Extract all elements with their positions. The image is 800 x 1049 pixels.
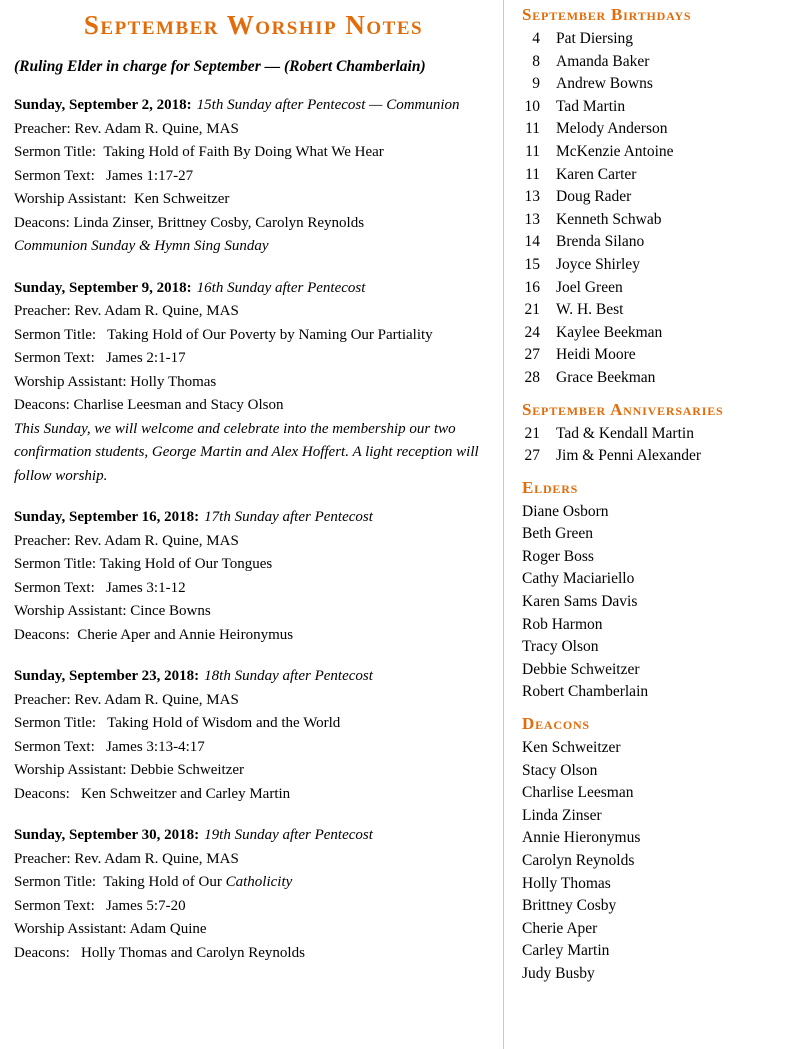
birthday-item <box>522 254 796 277</box>
service-occasion: 19th Sunday after Pentecost <box>204 827 373 843</box>
anniversary-names: Tad & Kendall Martin <box>556 424 694 442</box>
birthday-name: Andrew Bowns <box>556 75 653 93</box>
deacon-name: Linda Zinser <box>522 806 602 824</box>
elder-name: Beth Green <box>522 525 594 543</box>
service-details <box>14 848 493 966</box>
service-line <box>14 577 493 601</box>
ruling-elder-note: (Ruling Elder in charge for September — (Robert Chamberlain) <box>14 58 426 75</box>
deacon-name: Cherie Aper <box>522 919 598 937</box>
anniversary-item <box>522 423 796 446</box>
birthday-day: 10 <box>524 97 540 115</box>
birthday-name: Heidi Moore <box>556 346 636 364</box>
birthday-name: W. H. Best <box>556 301 624 319</box>
service-line <box>14 624 493 648</box>
birthday-day: 13 <box>524 210 540 228</box>
birthday-item <box>522 28 796 51</box>
birthday-name: Karen Carter <box>556 165 637 183</box>
anniversary-item <box>522 445 796 468</box>
service-line <box>14 759 493 783</box>
service-line <box>14 371 493 395</box>
service-line <box>14 347 493 371</box>
service-note: Communion Sunday & Hymn Sing Sunday <box>14 238 269 254</box>
service-line-text: Sermon Text: James 3:13-4:17 <box>14 738 205 755</box>
service-details <box>14 118 493 236</box>
birthday-day: 21 <box>524 301 540 319</box>
service-line <box>14 942 493 966</box>
service-line <box>14 871 493 895</box>
birthday-day: 27 <box>524 346 540 364</box>
deacon-name: Charlise Leesman <box>522 784 634 802</box>
elder-name: Cathy Maciariello <box>522 570 635 588</box>
service-entry <box>14 94 493 259</box>
service-line <box>14 553 493 577</box>
service-header <box>14 277 493 301</box>
elders-heading: Elders <box>522 477 579 497</box>
service-line-italic: Catholicity <box>225 874 293 890</box>
service-line-text: Deacons: Linda Zinser, Brittney Cosby, Carolyn Reynolds <box>14 214 365 231</box>
birthday-name: Brenda Silano <box>556 233 645 251</box>
birthday-item <box>522 164 796 187</box>
birthdays-list <box>522 28 796 390</box>
service-occasion: 17th Sunday after Pentecost <box>204 509 373 525</box>
birthday-name: Pat Diersing <box>556 30 634 47</box>
birthday-day: 4 <box>532 30 540 47</box>
elder-name: Robert Chamberlain <box>522 683 649 701</box>
service-entry <box>14 506 493 647</box>
birthday-day: 11 <box>525 142 540 160</box>
birthday-day: 14 <box>524 233 540 251</box>
anniversary-names: Jim & Penni Alexander <box>556 447 702 465</box>
service-date: Sunday, September 30, 2018: <box>14 827 200 843</box>
sidebar-column <box>503 0 800 1049</box>
elder-name: Roger Boss <box>522 547 594 565</box>
birthday-name: Kenneth Schwab <box>556 210 662 228</box>
anniversary-day: 21 <box>524 424 540 442</box>
birthday-name: Grace Beekman <box>556 368 656 386</box>
service-line-text: Worship Assistant: Adam Quine <box>14 921 207 937</box>
service-date: Sunday, September 23, 2018: <box>14 668 200 684</box>
page-title: September Worship Notes <box>83 10 424 40</box>
birthday-item <box>522 186 796 209</box>
service-date: Sunday, September 9, 2018: <box>14 279 192 296</box>
service-line <box>14 918 493 942</box>
service-header <box>14 824 493 848</box>
deacon-name: Brittney Cosby <box>522 897 617 915</box>
service-line-text: Sermon Text: James 1:17-27 <box>14 167 194 184</box>
birthday-item <box>522 322 796 345</box>
deacon-name: Judy Busby <box>522 964 595 982</box>
birthday-name: Tad Martin <box>556 97 626 115</box>
birthday-item <box>522 367 796 390</box>
service-occasion: 18th Sunday after Pentecost <box>204 668 373 684</box>
birthday-item <box>522 118 796 141</box>
service-line-text: Preacher: Rev. Adam R. Quine, MAS <box>14 691 239 708</box>
elder-name: Tracy Olson <box>522 638 599 656</box>
deacons-heading: Deacons <box>522 714 590 734</box>
service-line-text: Sermon Title: Taking Hold of Our Tongues <box>14 556 273 572</box>
service-details <box>14 300 493 418</box>
birthday-day: 28 <box>524 368 540 386</box>
service-line-text: Preacher: Rev. Adam R. Quine, MAS <box>14 120 239 137</box>
service-details <box>14 689 493 807</box>
birthday-name: Doug Rader <box>556 188 632 206</box>
birthday-item <box>522 299 796 322</box>
service-header <box>14 665 493 689</box>
service-line-text: Preacher: Rev. Adam R. Quine, MAS <box>14 303 239 319</box>
elder-name: Diane Osborn <box>522 502 609 520</box>
deacon-name: Annie Hieronymus <box>522 829 641 847</box>
service-line-text: Worship Assistant: Ken Schweitzer <box>14 191 230 207</box>
birthday-name: Melody Anderson <box>556 120 668 138</box>
birthday-item <box>522 277 796 300</box>
service-entry <box>14 277 493 489</box>
service-line-text: Deacons: Cherie Aper and Annie Heironymus <box>14 626 294 643</box>
service-header <box>14 506 493 530</box>
service-line <box>14 118 493 142</box>
service-line <box>14 530 493 554</box>
service-line-text: Sermon Title: Taking Hold of Wisdom and the World <box>14 715 341 731</box>
birthday-day: 11 <box>525 165 540 183</box>
service-line-text: Sermon Text: James 5:7-20 <box>14 897 186 914</box>
anniversaries-list <box>522 423 796 468</box>
service-line-text: Deacons: Charlise Leesman and Stacy Olson <box>14 397 284 413</box>
deacon-name: Carley Martin <box>522 942 610 960</box>
service-line-text: Worship Assistant: Holly Thomas <box>14 373 217 390</box>
service-entry <box>14 665 493 806</box>
service-occasion: 15th Sunday after Pentecost — Communion <box>196 97 460 113</box>
service-line-text: Sermon Title: Taking Hold of Our Poverty by Naming Our Partiality <box>14 326 433 343</box>
birthday-name: Kaylee Beekman <box>556 323 663 341</box>
service-line <box>14 848 493 872</box>
service-line <box>14 212 493 236</box>
service-occasion: 16th Sunday after Pentecost <box>196 279 366 296</box>
service-line <box>14 895 493 919</box>
service-line-text: Sermon Text: James 2:1-17 <box>14 350 186 366</box>
birthday-day: 24 <box>524 323 540 341</box>
anniversaries-heading: September Anniversaries <box>522 399 724 419</box>
birthday-day: 16 <box>524 278 540 296</box>
service-line-text: Sermon Title: Taking Hold of Our <box>14 874 226 890</box>
birthday-name: McKenzie Antoine <box>556 142 674 160</box>
deacons-list <box>522 737 796 986</box>
service-line <box>14 394 493 418</box>
birthday-day: 15 <box>524 255 540 273</box>
birthday-item <box>522 231 796 254</box>
service-line-text: Deacons: Holly Thomas and Carolyn Reynolds <box>14 944 305 961</box>
deacon-name: Stacy Olson <box>522 761 598 779</box>
service-line-text: Sermon Text: James 3:1-12 <box>14 579 186 596</box>
service-line <box>14 712 493 736</box>
birthday-day: 8 <box>532 52 540 70</box>
birthday-name: Amanda Baker <box>556 52 650 70</box>
service-line <box>14 324 493 348</box>
service-line-text: Preacher: Rev. Adam R. Quine, MAS <box>14 850 239 867</box>
service-line <box>14 141 493 165</box>
service-line-text: Deacons: Ken Schweitzer and Carley Martin <box>14 785 291 802</box>
service-line <box>14 188 493 212</box>
birthdays-heading: September Birthdays <box>522 5 692 24</box>
elder-name: Rob Harmon <box>522 615 603 633</box>
service-note: This Sunday, we will welcome and celebrate into the membership our two confirmation students, George Martin and Alex Hoffert. A light reception will follow worship. <box>14 420 483 484</box>
service-line-text: Preacher: Rev. Adam R. Quine, MAS <box>14 532 239 549</box>
service-line <box>14 783 493 807</box>
birthday-name: Joyce Shirley <box>556 255 640 273</box>
service-line <box>14 165 493 189</box>
service-line <box>14 600 493 624</box>
service-line-text: Sermon Title: Taking Hold of Faith By Doing What We Hear <box>14 144 384 160</box>
birthday-item <box>522 51 796 74</box>
service-line <box>14 300 493 324</box>
birthday-day: 9 <box>532 75 540 93</box>
birthday-item <box>522 73 796 96</box>
birthday-day: 13 <box>524 188 540 206</box>
service-date: Sunday, September 2, 2018: <box>14 97 192 113</box>
deacon-name: Ken Schweitzer <box>522 739 621 757</box>
birthday-name: Joel Green <box>556 278 623 296</box>
service-date: Sunday, September 16, 2018: <box>14 509 200 525</box>
deacon-name: Carolyn Reynolds <box>522 852 635 869</box>
birthday-item <box>522 344 796 367</box>
elder-name: Karen Sams Davis <box>522 593 638 611</box>
service-line <box>14 736 493 760</box>
service-entry <box>14 824 493 965</box>
deacon-name: Holly Thomas <box>522 874 611 892</box>
service-line-text: Worship Assistant: Cince Bowns <box>14 603 211 619</box>
service-line-text: Worship Assistant: Debbie Schweitzer <box>14 762 245 778</box>
birthday-item <box>522 209 796 232</box>
birthday-item <box>522 96 796 119</box>
anniversary-day: 27 <box>524 447 540 465</box>
service-details <box>14 530 493 648</box>
service-header <box>14 94 493 118</box>
birthday-item <box>522 141 796 164</box>
elder-name: Debbie Schweitzer <box>522 660 640 678</box>
birthday-day: 11 <box>525 120 540 138</box>
elders-list <box>522 501 796 704</box>
service-line <box>14 689 493 713</box>
